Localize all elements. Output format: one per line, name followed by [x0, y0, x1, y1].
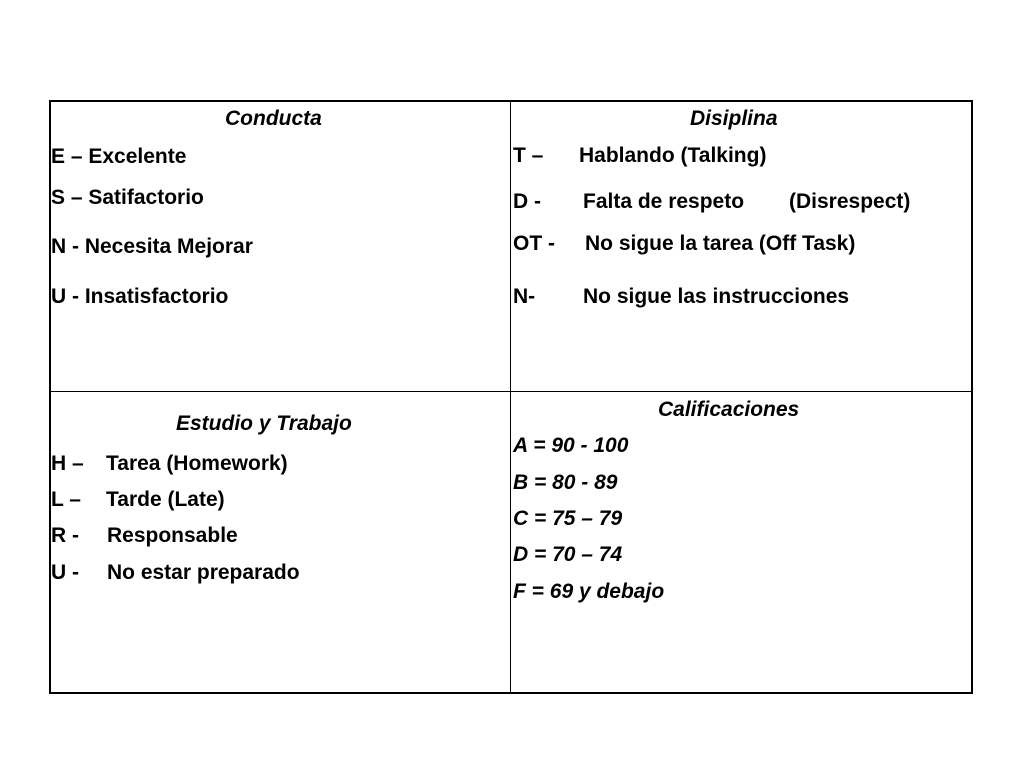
- disiplina-item: [513, 144, 953, 168]
- grade-item: C = 75 – 79: [513, 507, 623, 530]
- disiplina-title: Disiplina: [690, 107, 778, 130]
- grade-item: F = 69 y debajo: [513, 580, 665, 603]
- grade-item: D = 70 – 74: [513, 543, 623, 566]
- disiplina-item: [513, 190, 953, 214]
- estudio-item: [51, 561, 491, 585]
- estudio-code: H –: [51, 452, 84, 475]
- disiplina-code: T –: [513, 144, 544, 167]
- grade-item: A = 90 - 100: [513, 434, 629, 457]
- disiplina-code: N-: [513, 285, 536, 308]
- conducta-title: Conducta: [225, 107, 322, 130]
- calificaciones-title: Calificaciones: [658, 398, 800, 421]
- disiplina-desc: No sigue las instrucciones: [583, 285, 850, 308]
- conducta-item: S – Satifactorio: [51, 186, 204, 209]
- estudio-item: [51, 452, 491, 476]
- disiplina-extra: (Disrespect): [789, 190, 911, 213]
- disiplina-item: [513, 232, 953, 256]
- disiplina-item: [513, 285, 953, 309]
- estudio-desc: Responsable: [107, 524, 238, 547]
- estudio-item: [51, 524, 491, 548]
- estudio-title: Estudio y Trabajo: [176, 412, 352, 435]
- disiplina-code: OT -: [513, 232, 555, 255]
- conducta-item: U - Insatisfactorio: [51, 285, 229, 308]
- disiplina-desc: Hablando (Talking): [579, 144, 767, 167]
- estudio-code: R -: [51, 524, 79, 547]
- estudio-desc: Tarde (Late): [106, 488, 225, 511]
- row-divider: [49, 391, 973, 392]
- estudio-desc: No estar preparado: [107, 561, 300, 584]
- estudio-item: [51, 488, 491, 512]
- estudio-desc: Tarea (Homework): [106, 452, 288, 475]
- estudio-code: L –: [51, 488, 81, 511]
- grade-item: B = 80 - 89: [513, 471, 618, 494]
- conducta-item: N - Necesita Mejorar: [51, 235, 253, 258]
- estudio-code: U -: [51, 561, 79, 584]
- column-divider: [510, 100, 511, 694]
- disiplina-desc: Falta de respeto: [583, 190, 745, 213]
- conducta-item: E – Excelente: [51, 145, 187, 168]
- disiplina-code: D -: [513, 190, 541, 213]
- disiplina-desc: No sigue la tarea (Off Task): [585, 232, 856, 255]
